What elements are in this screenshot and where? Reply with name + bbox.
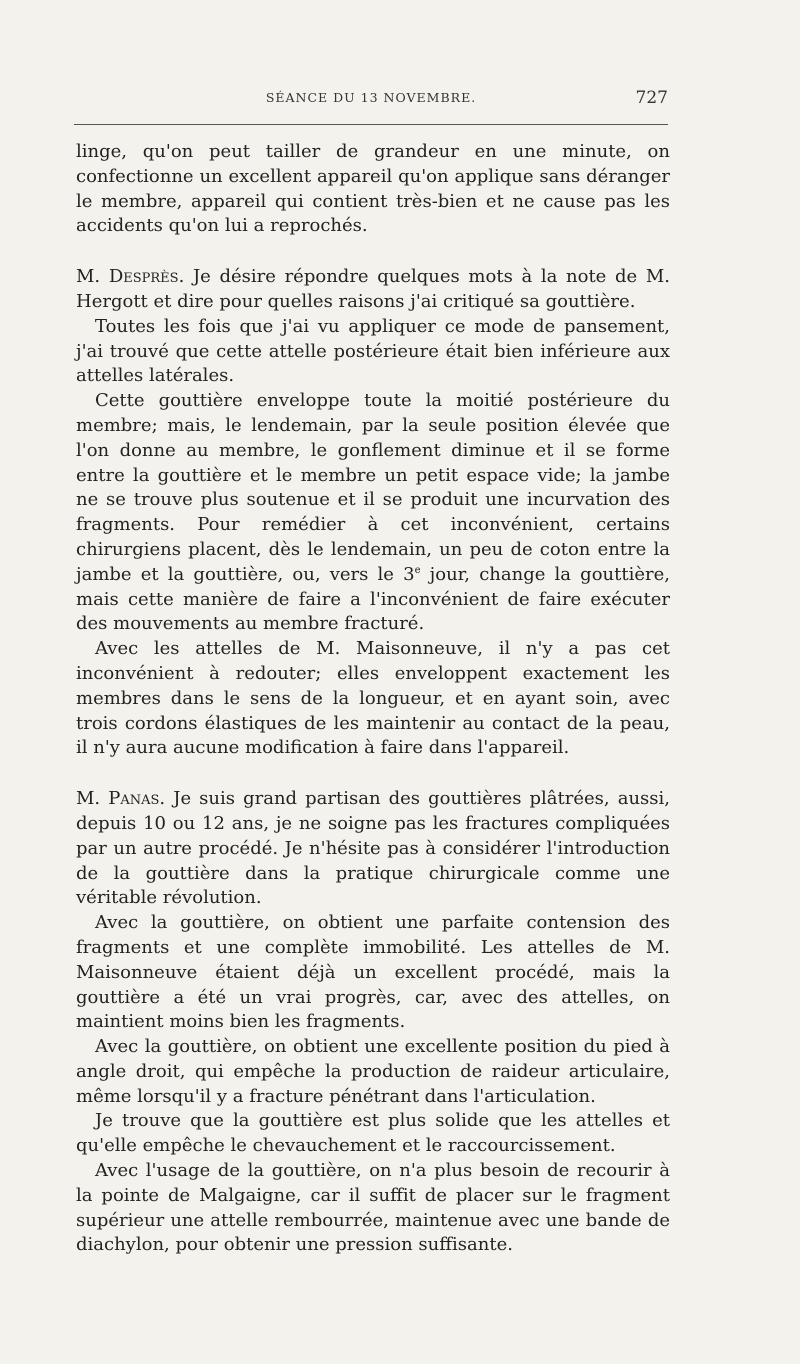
paragraph-text: jour, change la gouttière, mais cette manière de faire a l'inconvénient de faire exécuter des mouvements au membre fracturé. [76,563,670,635]
page-number: 727 [635,88,668,108]
speaker-name: M. Desprès. [76,266,185,288]
running-title: SÉANCE DU 13 NOVEMBRE. [265,90,477,105]
paragraph: Avec la gouttière, on obtient une excellente position du pied à angle droit, qui empêche la production de raideur articulaire, même lorsqu'il y a fracture pénétrant dans l'articulation. [76,1036,670,1107]
paragraph: Avec l'usage de la gouttière, on n'a plus besoin de recourir à la pointe de Malgaigne, car il suffit de placer sur le fragment supérieur une attelle rembourrée, maintenue avec une bande de diachylon, pour obtenir une pression suffisante. [76,1160,670,1256]
superscript: e [414,564,421,576]
speech-text: Je suis grand partisan des gouttières plâtrées, aussi, depuis 10 ou 12 ans, je ne soigne pas les fractures compliquées par un autre procédé. Je n'hésite pas à considérer l'introduction de la gouttière dans la pratique chirurgicale comme une véritable révolution. [76,788,671,909]
speaker-name: M. Panas. [76,788,166,810]
paragraph: Toutes les fois que j'ai vu appliquer ce mode de pansement, j'ai trouvé que cette attelle postérieure était bien inférieure aux attelles latérales. [76,315,670,387]
paragraph: Avec la gouttière, on obtient une parfaite contension des fragments et une complète immobilité. Les attelles de M. Maisonneuve étaient déjà un excellent procédé, mais la gouttière a été un vrai progrès, car, avec des attelles, on maintient moins bien les fragments. [76,912,670,1033]
body-text [76,140,670,1258]
paragraph: Je trouve que la gouttière est plus solide que les attelles et qu'elle empêche le chevauchement et le raccourcissement. [76,1110,670,1157]
paragraph-text: Cette gouttière enveloppe toute la moitié postérieure du membre; mais, le lendemain, par la seule position élevée que l'on donne au membre, le gonflement diminue et il se forme entre la gouttière et le membre un petit espace vide; la jambe ne se trouve plus soutenue et il se produit une incurvation des fragments. Pour remédier à cet inconvénient, certains chirurgiens placent, dès le lendemain, un peu de coton entre la jambe et la gouttière, ou, vers le 3 [76,390,670,585]
speech-panas [76,787,670,911]
paragraph: Avec les attelles de M. Maisonneuve, il n'y a pas cet inconvénient à redouter; elles enveloppent exactement les membres dans le sens de la longueur, et en ayant soin, avec trois cordons élastiques de les maintenir au contact de la peau, il n'y aura aucune modification à faire dans l'appareil. [76,638,670,759]
speech-despres [76,265,670,315]
header-rule [74,124,668,125]
paragraph-continuation: linge, qu'on peut tailler de grandeur en une minute, on confectionne un excellent appareil qu'on applique sans déranger le membre, appareil qui contient très-bien et ne cause pas les accidents qu'on lui a reprochés. [76,141,670,237]
paragraph [76,389,670,637]
speech-text: Je désire répondre quelques mots à la note de M. Hergott et dire pour quelles raisons j'ai critiqué sa gouttière. [76,266,670,312]
running-head [74,90,668,114]
